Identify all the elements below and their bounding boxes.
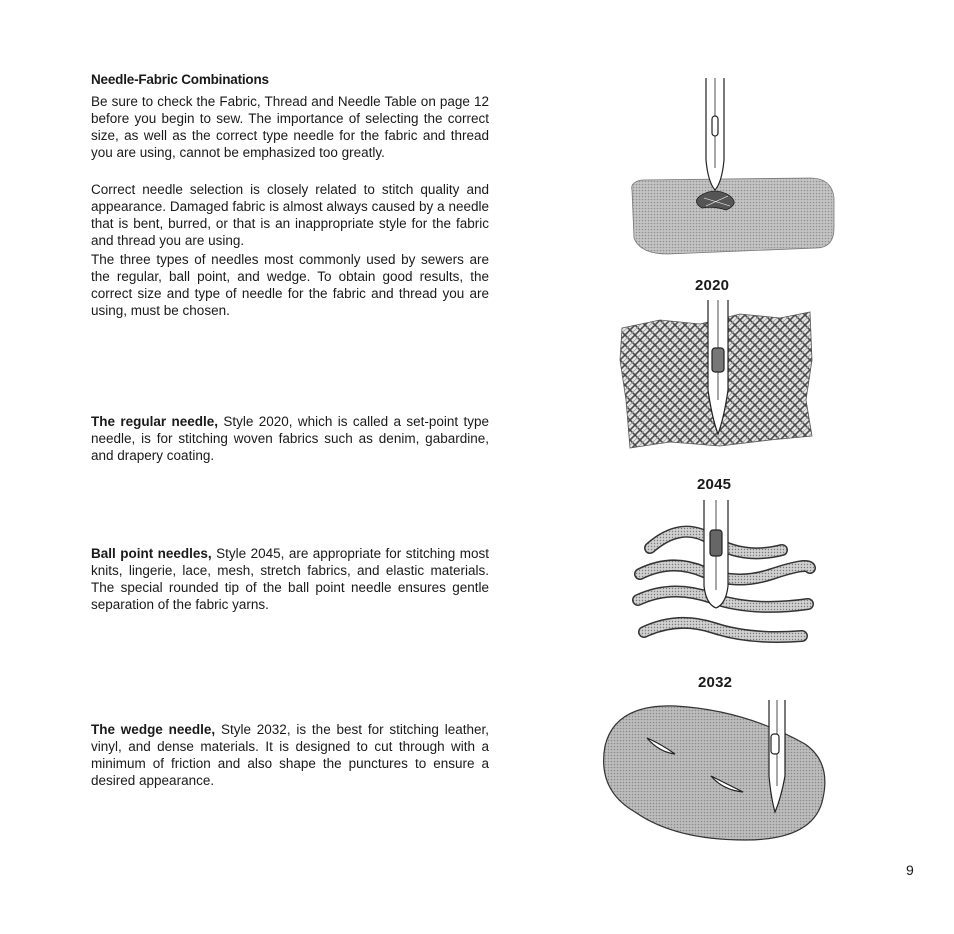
regular-needle-illustration bbox=[620, 300, 815, 450]
ballpoint-needle-shape bbox=[704, 500, 728, 608]
page-number: 9 bbox=[906, 862, 914, 878]
types-paragraph: The three types of needles most commonly used by sewers are the regular, ball point, and wedge. To obtain good results, the correct size and type of needle for the fabric and thread you are using, must be chosen. bbox=[91, 252, 489, 318]
regular-needle-lead: The regular needle, bbox=[91, 414, 218, 429]
wedge-needle-lead: The wedge needle, bbox=[91, 722, 216, 737]
regular-style-label: 2020 bbox=[695, 277, 730, 294]
regular-needle-text: Style 2020, which is called a set-point type needle, is for stitching woven fabrics such as denim, gabardine, and drapery coating. bbox=[91, 414, 489, 463]
wedge-style-label: 2032 bbox=[698, 674, 733, 691]
ballpoint-needle-text: Style 2045, are appropriate for stitching most knits, lingerie, lace, mesh, stretch fabrics, and elastic materials. The special rounded tip of the ball point needle ensures gentle separation of the fabric yarns. bbox=[91, 546, 489, 612]
ballpoint-style-label: 2045 bbox=[697, 476, 732, 493]
needle-shape bbox=[706, 78, 724, 190]
ballpoint-needle-lead: Ball point needles, bbox=[91, 546, 212, 561]
fabric-swatch bbox=[632, 178, 834, 254]
ballpoint-needle-paragraph bbox=[91, 546, 489, 614]
intro-paragraph: Be sure to check the Fabric, Thread and Needle Table on page 12 before you begin to sew. The importance of selecting the correct size, as well as the correct type needle for the fabric and thread you are using, cannot be emphasized too greatly. bbox=[91, 94, 489, 160]
needle-fabric-illustration bbox=[620, 78, 840, 268]
selection-paragraph: Correct needle selection is closely related to stitch quality and appearance. Damaged fabric is almost always caused by a needle that is bent, burred, or that is an inappropriate style for the fabric and thread you are using. bbox=[91, 182, 489, 248]
wedge-needle-paragraph bbox=[91, 722, 489, 790]
regular-needle-paragraph bbox=[91, 414, 489, 465]
leather-swatch bbox=[604, 706, 825, 840]
ballpoint-needle-illustration bbox=[632, 500, 814, 650]
wedge-needle-text: Style 2032, is the best for stitching leather, vinyl, and dense materials. It is designed to cut through with a minimum of friction and also shape the punctures to ensure a desired appearance. bbox=[91, 722, 490, 788]
section-heading: Needle-Fabric Combinations bbox=[91, 72, 269, 87]
wedge-needle-illustration bbox=[595, 700, 830, 845]
